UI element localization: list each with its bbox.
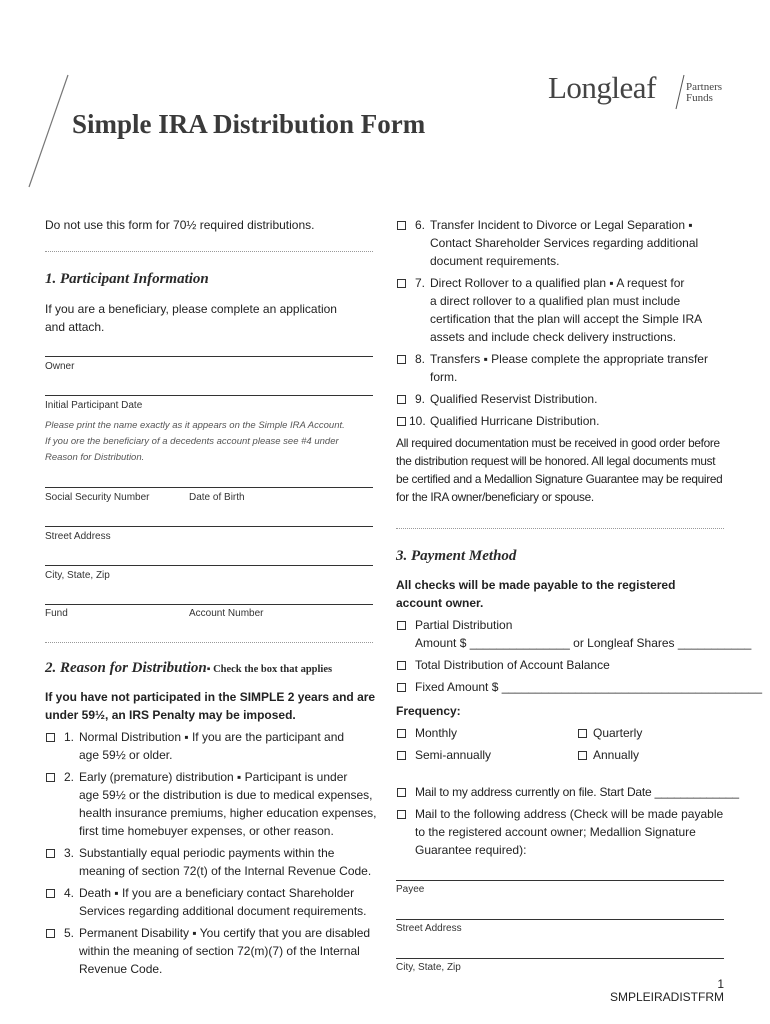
reason-4-number: 4. (64, 886, 75, 900)
reason-7-number: 7. (415, 276, 426, 290)
page-number: 1 (717, 977, 724, 991)
reason-3-line1: Substantially equal periodic payments within the (79, 846, 335, 860)
reason-10-number: 10. (409, 414, 426, 428)
mail-following-line3: Guarantee required): (415, 843, 527, 857)
section3-heading: 3. Payment Method (396, 548, 517, 564)
decorative-slash (0, 0, 80, 200)
partial-amount-line[interactable]: Amount $ _______________ or Longleaf Shares ___________ (415, 636, 752, 650)
reason-1-checkbox[interactable] (46, 733, 55, 742)
reason-6-checkbox[interactable] (397, 221, 406, 230)
owner-label: Owner (45, 361, 75, 372)
mail-following-checkbox[interactable] (397, 810, 406, 819)
reason-8-checkbox[interactable] (397, 355, 406, 364)
reason-5-line3: Revenue Code. (79, 962, 163, 976)
reason-4-checkbox[interactable] (46, 889, 55, 898)
reason-6-line3: document requirements. (430, 254, 560, 268)
initial-participant-date-field[interactable] (45, 395, 373, 396)
reason-5-checkbox[interactable] (46, 929, 55, 938)
beneficiary-note-line2: and attach. (45, 320, 105, 334)
payee-street-field[interactable] (396, 919, 724, 920)
payee-city-label: City, State, Zip (396, 962, 461, 973)
logo-longleaf: Longleaf (548, 70, 656, 105)
reason-6-line1: Transfer Incident to Divorce or Legal Separation ▪ (430, 218, 693, 232)
city-state-zip-label: City, State, Zip (45, 570, 110, 581)
fixed-amount-field[interactable]: Fixed Amount $ _______________________________________ (415, 680, 762, 694)
reason-9-line1: Qualified Reservist Distribution. (430, 392, 598, 406)
ssn-label: Social Security Number (45, 492, 150, 503)
section2-heading (45, 660, 332, 677)
fund-label: Fund (45, 608, 68, 619)
fund-account-field[interactable] (45, 604, 373, 605)
reason-8-line2: form. (430, 370, 458, 384)
reason-2-line4: first time homebuyer expenses, or other reason. (79, 824, 334, 838)
reason-2-line2: age 59½ or the distribution is due to medical expenses, (79, 788, 373, 802)
section2-heading-text: 2. Reason for Distribution (45, 660, 207, 676)
payee-street-label: Street Address (396, 923, 462, 934)
reason-9-number: 9. (415, 392, 426, 406)
reason-6-line2: Contact Shareholder Services regarding additional (430, 236, 699, 250)
reason-2-number: 2. (64, 770, 75, 784)
street-address-field[interactable] (45, 526, 373, 527)
quarterly-label: Quarterly (593, 726, 643, 740)
monthly-label: Monthly (415, 726, 458, 740)
mail-on-file-checkbox[interactable] (397, 788, 406, 797)
reason-7-checkbox[interactable] (397, 279, 406, 288)
print-note-line2: If you ore the beneficiary of a decedents account please see #4 under (45, 436, 339, 447)
ssn-dob-field[interactable] (45, 487, 373, 488)
payee-field[interactable] (396, 880, 724, 881)
logo-funds: Funds (686, 92, 713, 104)
form-code: SMPLEIRADISTFRM (609, 990, 724, 1004)
quarterly-checkbox[interactable] (578, 729, 587, 738)
semiannually-label: Semi-annually (415, 748, 492, 762)
partial-distribution-label: Partial Distribution (415, 618, 513, 632)
page-title: Simple IRA Distribution Form (72, 109, 426, 139)
payee-label: Payee (396, 884, 425, 895)
payee-city-field[interactable] (396, 958, 724, 959)
city-state-zip-field[interactable] (45, 565, 373, 566)
reason-5-line2: within the meaning of section 72(m)(7) of the Internal (79, 944, 360, 958)
divider (45, 251, 373, 252)
reason-10-checkbox[interactable] (397, 417, 406, 426)
reason-8-line1: Transfers ▪ Please complete the appropriate transfer (430, 352, 708, 366)
documentation-note-line2: the distribution request will be honored. All legal documents must (396, 454, 716, 468)
mail-following-line2: to the registered account owner; Medallion Signature (415, 825, 696, 839)
penalty-warning-line1: If you have not participated in the SIMPLE 2 years and are (45, 690, 376, 704)
reason-7-line4: assets and include check delivery instructions. (430, 330, 677, 344)
monthly-checkbox[interactable] (397, 729, 406, 738)
partial-distribution-checkbox[interactable] (397, 621, 406, 630)
reason-1-number: 1. (64, 730, 75, 744)
frequency-label: Frequency: (396, 704, 461, 718)
annually-checkbox[interactable] (578, 751, 587, 760)
section2-heading-sub: ▪ Check the box that applies (206, 664, 333, 675)
annually-label: Annually (593, 748, 640, 762)
dob-label: Date of Birth (189, 492, 245, 503)
reason-2-line3: health insurance premiums, higher education expenses, (79, 806, 377, 820)
divider (45, 642, 373, 643)
mail-following-line1: Mail to the following address (Check will be made payable (415, 807, 724, 821)
print-note-line1: Please print the name exactly as it appears on the Simple IRA Account. (45, 420, 345, 431)
section1-heading: 1. Participant Information (45, 271, 209, 287)
initial-participant-date-label: Initial Participant Date (45, 400, 143, 411)
reason-8-number: 8. (415, 352, 426, 366)
owner-field[interactable] (45, 356, 373, 357)
documentation-note-line3: be certified and a Medallion Signature Guarantee may be required (396, 472, 723, 486)
logo-slash-icon (674, 73, 686, 111)
beneficiary-note-line1: If you are a beneficiary, please complete an application (45, 302, 337, 316)
intro-note: Do not use this form for 70½ required distributions. (45, 218, 315, 232)
reason-1-line2: age 59½ or older. (79, 748, 173, 762)
payable-note-line2: account owner. (396, 596, 484, 610)
account-number-label: Account Number (189, 608, 264, 619)
reason-9-checkbox[interactable] (397, 395, 406, 404)
divider (396, 528, 724, 529)
reason-7-line2: a direct rollover to a qualified plan must include (430, 294, 681, 308)
reason-4-line2: Services regarding additional document requirements. (79, 904, 367, 918)
total-distribution-checkbox[interactable] (397, 661, 406, 670)
reason-5-number: 5. (64, 926, 75, 940)
street-address-label: Street Address (45, 531, 111, 542)
total-distribution-label: Total Distribution of Account Balance (415, 658, 610, 672)
reason-5-line1: Permanent Disability ▪ You certify that you are disabled (79, 926, 371, 940)
documentation-note-line1: All required documentation must be received in good order before (396, 436, 720, 450)
reason-7-line3: certification that the plan will accept the Simple IRA (430, 312, 703, 326)
reason-6-number: 6. (415, 218, 426, 232)
reason-7-line1: Direct Rollover to a qualified plan ▪ A request for (430, 276, 685, 290)
reason-4-line1: Death ▪ If you are a beneficiary contact Shareholder (79, 886, 355, 900)
penalty-warning-line2: under 59½, an IRS Penalty may be imposed. (45, 708, 296, 722)
logo-partners: Partners (686, 81, 723, 93)
documentation-note-line4: for the IRA owner/beneficiary or spouse. (396, 490, 594, 504)
fixed-amount-checkbox[interactable] (397, 683, 406, 692)
reason-10-line1: Qualified Hurricane Distribution. (430, 414, 600, 428)
reason-2-checkbox[interactable] (46, 773, 55, 782)
reason-2-line1: Early (premature) distribution ▪ Participant is under (79, 770, 348, 784)
reason-3-checkbox[interactable] (46, 849, 55, 858)
reason-3-number: 3. (64, 846, 75, 860)
semiannually-checkbox[interactable] (397, 751, 406, 760)
reason-3-line2: meaning of section 72(t) of the Internal Revenue Code. (79, 864, 372, 878)
print-note-line3: Reason for Distribution. (45, 452, 145, 463)
payable-note-line1: All checks will be made payable to the registered (396, 578, 676, 592)
mail-on-file-label: Mail to my address currently on file. Start Date _____________ (415, 785, 739, 799)
reason-1-line1: Normal Distribution ▪ If you are the participant and (79, 730, 345, 744)
